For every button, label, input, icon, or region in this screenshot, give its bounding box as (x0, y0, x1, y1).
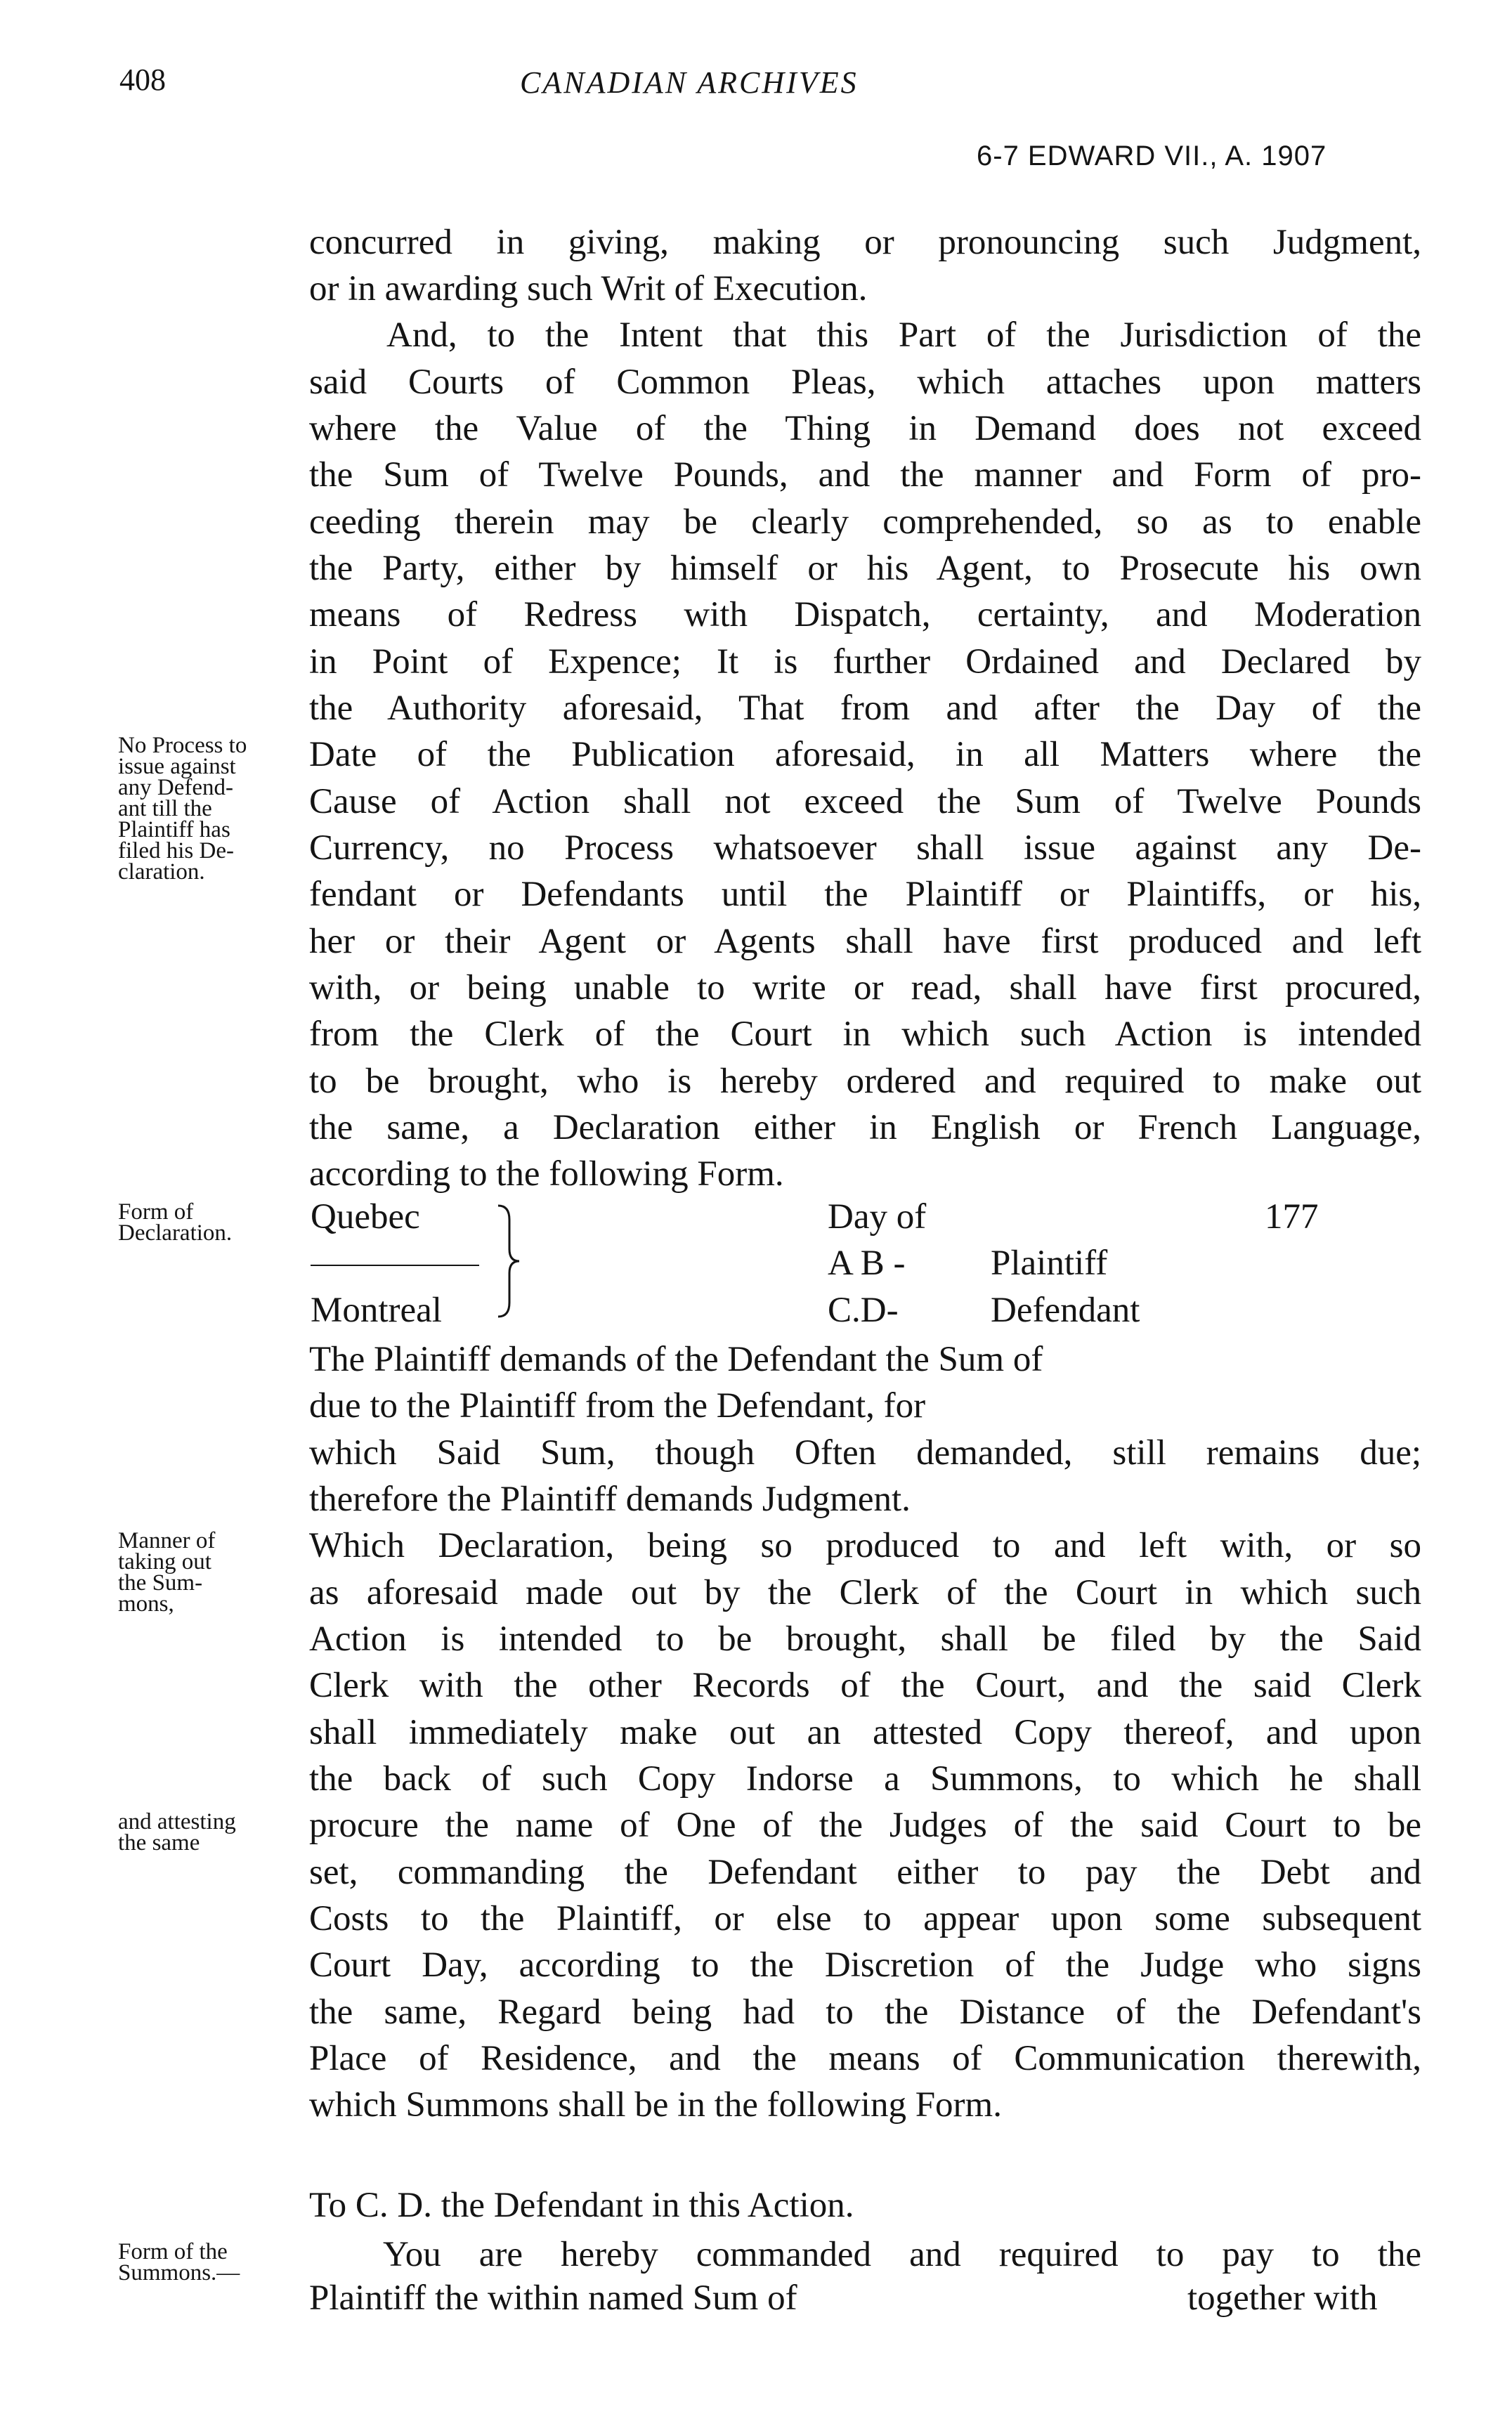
summons-line: You are hereby commanded and required to pay to the (383, 2235, 1421, 2274)
form-day-of: Day of (828, 1197, 927, 1237)
body-line: procure the name of One of the Judges of the said Court to be (309, 1806, 1421, 1845)
page-number: 408 (119, 63, 166, 97)
margin-note-no-process: No Process to issue against any Defend- ant till the Plaintiff has filed his De- claration. (118, 733, 247, 885)
body-line: the same, Regard being had to the Distance of the Defendant's (309, 1993, 1421, 2032)
body-line: or in awarding such Writ of Execution. (309, 269, 868, 308)
body-line: to be brought, who is hereby ordered and required to make out (309, 1062, 1421, 1101)
body-line: shall immediately make out an attested Copy thereof, and upon (309, 1713, 1421, 1752)
summons-address: To C. D. the Defendant in this Action. (309, 2186, 854, 2225)
body-line: which Said Sum, though Often demanded, still remains due; (309, 1433, 1421, 1473)
body-line: which Summons shall be in the following Form. (309, 2085, 1002, 2125)
session-heading: 6-7 EDWARD VII., A. 1907 (977, 141, 1327, 171)
brace-icon (495, 1203, 522, 1319)
body-line: Costs to the Plaintiff, or else to appear upon some subsequent (309, 1899, 1421, 1938)
form-montreal: Montreal (311, 1291, 442, 1330)
summons-line: Plaintiff the within named Sum of (309, 2278, 797, 2318)
form-ab: A B - (828, 1244, 906, 1283)
body-line: as aforesaid made out by the Clerk of the Court in which such (309, 1573, 1421, 1612)
body-line: Cause of Action shall not exceed the Sum of Twelve Pounds (309, 782, 1421, 821)
body-line: where the Value of the Thing in Demand does not exceed (309, 409, 1421, 448)
body-line: the same, a Declaration either in English or French Language, (309, 1108, 1421, 1147)
body-line: in Point of Expence; It is further Ordained and Declared by (309, 642, 1421, 682)
margin-note-form-summons: Form of the Summons.— (118, 2239, 240, 2285)
body-line: fendant or Defendants until the Plaintiff or Plaintiffs, or his, (309, 875, 1421, 914)
body-line: Currency, no Process whatsoever shall issue against any De- (309, 828, 1421, 868)
body-line: said Courts of Common Pleas, which attaches upon matters (309, 363, 1421, 402)
body-line: Action is intended to be brought, shall be filed by the Said (309, 1619, 1421, 1659)
body-line: the Party, either by himself or his Agent, to Prosecute his own (309, 549, 1421, 588)
body-line: means of Redress with Dispatch, certainty, and Moderation (309, 595, 1421, 634)
body-line: the Sum of Twelve Pounds, and the manner and Form of pro- (309, 455, 1421, 495)
margin-note-attesting: and attesting the same (118, 1809, 236, 1856)
body-line: the Authority aforesaid, That from and after the Day of the (309, 689, 1421, 728)
margin-note-manner-summons: Manner of taking out the Sum- mons, (118, 1528, 216, 1617)
body-line: Date of the Publication aforesaid, in all Matters where the (309, 735, 1421, 774)
body-line: from the Clerk of the Court in which such Action is intended (309, 1015, 1421, 1054)
form-defendant: Defendant (991, 1291, 1140, 1330)
body-line: Place of Residence, and the means of Communication therewith, (309, 2039, 1421, 2078)
running-title: CANADIAN ARCHIVES (520, 65, 859, 100)
body-line: according to the following Form. (309, 1154, 784, 1194)
body-line: And, to the Intent that this Part of the Jurisdiction of the (386, 315, 1421, 355)
form-quebec: Quebec (311, 1197, 420, 1237)
body-line: set, commanding the Defendant either to pay the Debt and (309, 1853, 1421, 1892)
body-line: the back of such Copy Indorse a Summons, to which he shall (309, 1759, 1421, 1799)
body-line: Clerk with the other Records of the Court, and the said Clerk (309, 1666, 1421, 1705)
body-line: with, or being unable to write or read, shall have first procured, (309, 968, 1421, 1007)
body-line: Which Declaration, being so produced to and left with, or so (309, 1526, 1421, 1565)
body-line: ceeding therein may be clearly comprehended, so as to enable (309, 502, 1421, 542)
body-line: therefore the Plaintiff demands Judgment. (309, 1480, 911, 1519)
body-line: concurred in giving, making or pronouncing such Judgment, (309, 223, 1421, 262)
form-plaintiff: Plaintiff (991, 1244, 1108, 1283)
form-cd: C.D- (828, 1291, 899, 1330)
form-year: 177 (1265, 1197, 1319, 1237)
body-line: The Plaintiff demands of the Defendant the Sum of (309, 1340, 1043, 1379)
body-line: due to the Plaintiff from the Defendant, for (309, 1386, 926, 1426)
margin-note-form-declaration: Form of Declaration. (118, 1199, 233, 1246)
summons-line: together with (1187, 2278, 1378, 2318)
body-line: her or their Agent or Agents shall have first produced and left (309, 922, 1421, 961)
body-line: Court Day, according to the Discretion of the Judge who signs (309, 1945, 1421, 1985)
form-divider-line (311, 1265, 479, 1266)
